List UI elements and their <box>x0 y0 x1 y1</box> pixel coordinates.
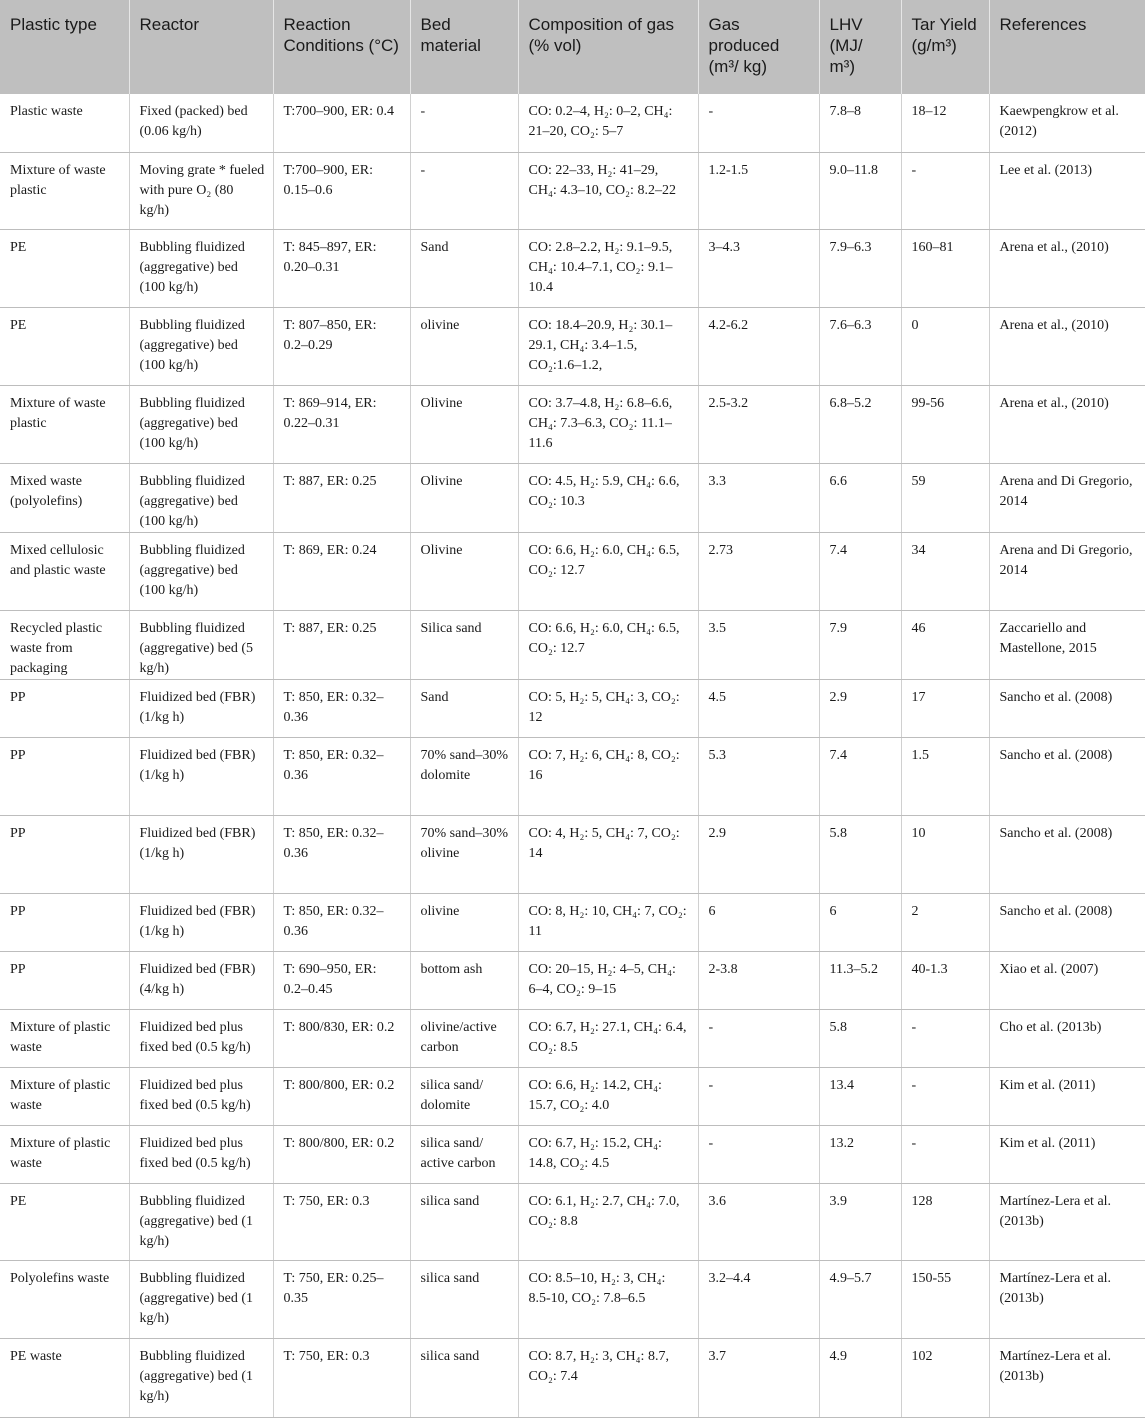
cell-plastic-type: PE <box>0 1183 129 1260</box>
cell-lhv: 7.6–6.3 <box>819 307 901 385</box>
cell-bed-material: olivine <box>410 307 518 385</box>
cell-lhv: 7.9–6.3 <box>819 229 901 307</box>
cell-bed-material: - <box>410 152 518 229</box>
cell-plastic-type: PE <box>0 229 129 307</box>
cell-tar-yield: 150-55 <box>901 1260 989 1338</box>
table-row <box>0 610 1145 679</box>
cell-references: Arena et al., (2010) <box>989 385 1145 463</box>
cell-lhv: 11.3–5.2 <box>819 951 901 1009</box>
cell-reaction-conditions: T: 800/800, ER: 0.2 <box>273 1067 410 1125</box>
cell-reactor: Bubbling fluidized (aggregative) bed (100 kg/h) <box>129 229 273 307</box>
header-lhv: LHV (MJ/ m³) <box>819 0 901 94</box>
table-row <box>0 94 1145 152</box>
cell-reactor: Fluidized bed plus fixed bed (0.5 kg/h) <box>129 1125 273 1183</box>
cell-gas-composition: CO: 4.5, H₂: 5.9, CH₄: 6.6, CO₂: 10.3 <box>518 463 698 532</box>
cell-tar-yield: 99-56 <box>901 385 989 463</box>
cell-references: Xiao et al. (2007) <box>989 951 1145 1009</box>
cell-tar-yield: 17 <box>901 679 989 737</box>
cell-reaction-conditions: T: 869, ER: 0.24 <box>273 532 410 610</box>
cell-gas-composition: CO: 6.6, H₂: 6.0, CH₄: 6.5, CO₂: 12.7 <box>518 532 698 610</box>
cell-gas-composition: CO: 8, H₂: 10, CH₄: 7, CO₂: 11 <box>518 893 698 951</box>
cell-tar-yield: 46 <box>901 610 989 679</box>
cell-gas-produced: 2.9 <box>698 815 819 893</box>
table-row <box>0 1067 1145 1125</box>
cell-gas-composition: CO: 6.7, H₂: 27.1, CH₄: 6.4, CO₂: 8.5 <box>518 1009 698 1067</box>
cell-references: Arena and Di Gregorio, 2014 <box>989 532 1145 610</box>
cell-references: Martínez-Lera et al. (2013b) <box>989 1183 1145 1260</box>
cell-references: Arena et al., (2010) <box>989 229 1145 307</box>
table-row <box>0 679 1145 737</box>
cell-bed-material: silica sand <box>410 1338 518 1417</box>
cell-gas-produced: 3.6 <box>698 1183 819 1260</box>
cell-references: Kim et al. (2011) <box>989 1125 1145 1183</box>
cell-bed-material: silica sand <box>410 1183 518 1260</box>
cell-gas-composition: CO: 3.7–4.8, H₂: 6.8–6.6, CH₄: 7.3–6.3, CO₂: 11.1–11.6 <box>518 385 698 463</box>
cell-reaction-conditions: T: 750, ER: 0.3 <box>273 1338 410 1417</box>
cell-tar-yield: - <box>901 152 989 229</box>
cell-tar-yield: 59 <box>901 463 989 532</box>
cell-lhv: 4.9 <box>819 1338 901 1417</box>
cell-bed-material: Olivine <box>410 463 518 532</box>
cell-tar-yield: 34 <box>901 532 989 610</box>
cell-reaction-conditions: T: 807–850, ER: 0.2–0.29 <box>273 307 410 385</box>
cell-reaction-conditions: T: 850, ER: 0.32–0.36 <box>273 737 410 815</box>
cell-plastic-type: PE waste <box>0 1338 129 1417</box>
header-gas-composition: Composition of gas (% vol) <box>518 0 698 94</box>
cell-bed-material: silica sand/ dolomite <box>410 1067 518 1125</box>
cell-gas-composition: CO: 22–33, H₂: 41–29, CH₄: 4.3–10, CO₂: 8.2–22 <box>518 152 698 229</box>
cell-reactor: Fluidized bed (FBR) (4/kg h) <box>129 951 273 1009</box>
cell-reactor: Bubbling fluidized (aggregative) bed (1 kg/h) <box>129 1260 273 1338</box>
cell-gas-produced: 3.7 <box>698 1338 819 1417</box>
cell-gas-produced: 5.3 <box>698 737 819 815</box>
cell-gas-composition: CO: 6.1, H₂: 2.7, CH₄: 7.0, CO₂: 8.8 <box>518 1183 698 1260</box>
header-tar-yield: Tar Yield (g/m³) <box>901 0 989 94</box>
cell-reaction-conditions: T: 869–914, ER: 0.22–0.31 <box>273 385 410 463</box>
cell-gas-produced: - <box>698 1067 819 1125</box>
cell-gas-composition: CO: 8.7, H₂: 3, CH₄: 8.7, CO₂: 7.4 <box>518 1338 698 1417</box>
cell-reactor: Bubbling fluidized (aggregative) bed (1 kg/h) <box>129 1338 273 1417</box>
cell-bed-material: Sand <box>410 679 518 737</box>
cell-lhv: 9.0–11.8 <box>819 152 901 229</box>
cell-bed-material: bottom ash <box>410 951 518 1009</box>
cell-plastic-type: PP <box>0 737 129 815</box>
table-row <box>0 463 1145 532</box>
cell-references: Martínez-Lera et al. (2013b) <box>989 1260 1145 1338</box>
cell-lhv: 6 <box>819 893 901 951</box>
cell-tar-yield: 10 <box>901 815 989 893</box>
cell-bed-material: 70% sand–30% olivine <box>410 815 518 893</box>
cell-bed-material: silica sand/ active carbon <box>410 1125 518 1183</box>
cell-bed-material: 70% sand–30% dolomite <box>410 737 518 815</box>
cell-reactor: Bubbling fluidized (aggregative) bed (100 kg/h) <box>129 463 273 532</box>
cell-reaction-conditions: T:700–900, ER: 0.15–0.6 <box>273 152 410 229</box>
cell-gas-produced: - <box>698 1009 819 1067</box>
cell-reaction-conditions: T: 887, ER: 0.25 <box>273 610 410 679</box>
cell-tar-yield: 2 <box>901 893 989 951</box>
cell-lhv: 7.9 <box>819 610 901 679</box>
cell-plastic-type: Mixed waste (polyolefins) <box>0 463 129 532</box>
cell-plastic-type: PP <box>0 815 129 893</box>
cell-gas-composition: CO: 6.6, H₂: 6.0, CH₄: 6.5, CO₂: 12.7 <box>518 610 698 679</box>
cell-bed-material: Olivine <box>410 532 518 610</box>
cell-tar-yield: 160–81 <box>901 229 989 307</box>
table-row <box>0 951 1145 1009</box>
table-row <box>0 307 1145 385</box>
cell-references: Cho et al. (2013b) <box>989 1009 1145 1067</box>
cell-reaction-conditions: T: 887, ER: 0.25 <box>273 463 410 532</box>
cell-tar-yield: 102 <box>901 1338 989 1417</box>
header-reaction-conditions: Reaction Conditions (°C) <box>273 0 410 94</box>
header-row <box>0 0 1145 94</box>
cell-reactor: Moving grate * fueled with pure O₂ (80 kg/h) <box>129 152 273 229</box>
cell-lhv: 13.4 <box>819 1067 901 1125</box>
cell-gas-produced: 2.5-3.2 <box>698 385 819 463</box>
cell-plastic-type: Mixture of plastic waste <box>0 1067 129 1125</box>
header-references: References <box>999 15 1087 34</box>
table-row <box>0 1183 1145 1260</box>
cell-gas-composition: CO: 6.6, H₂: 14.2, CH₄: 15.7, CO₂: 4.0 <box>518 1067 698 1125</box>
cell-reaction-conditions: T: 850, ER: 0.32–0.36 <box>273 679 410 737</box>
cell-tar-yield: 128 <box>901 1183 989 1260</box>
cell-reaction-conditions: T: 750, ER: 0.3 <box>273 1183 410 1260</box>
cell-gas-produced: 3–4.3 <box>698 229 819 307</box>
cell-lhv: 6.6 <box>819 463 901 532</box>
cell-gas-produced: 1.2-1.5 <box>698 152 819 229</box>
cell-tar-yield: 40-1.3 <box>901 951 989 1009</box>
header-bed-material: Bed material <box>410 0 518 94</box>
table-row <box>0 532 1145 610</box>
cell-reaction-conditions: T: 850, ER: 0.32–0.36 <box>273 815 410 893</box>
cell-gas-produced: 2-3.8 <box>698 951 819 1009</box>
cell-reactor: Bubbling fluidized (aggregative) bed (1 kg/h) <box>129 1183 273 1260</box>
cell-bed-material: Silica sand <box>410 610 518 679</box>
cell-references: Sancho et al. (2008) <box>989 679 1145 737</box>
cell-bed-material: olivine <box>410 893 518 951</box>
cell-gas-composition: CO: 7, H₂: 6, CH₄: 8, CO₂: 16 <box>518 737 698 815</box>
table-row <box>0 1125 1145 1183</box>
cell-bed-material: olivine/active carbon <box>410 1009 518 1067</box>
cell-bed-material: Olivine <box>410 385 518 463</box>
cell-plastic-type: PP <box>0 893 129 951</box>
cell-reactor: Bubbling fluidized (aggregative) bed (100 kg/h) <box>129 307 273 385</box>
cell-references: Sancho et al. (2008) <box>989 893 1145 951</box>
cell-lhv: 5.8 <box>819 815 901 893</box>
cell-gas-produced: 2.73 <box>698 532 819 610</box>
cell-plastic-type: PP <box>0 679 129 737</box>
cell-tar-yield: - <box>901 1067 989 1125</box>
cell-gas-produced: 4.2-6.2 <box>698 307 819 385</box>
cell-reaction-conditions: T: 850, ER: 0.32–0.36 <box>273 893 410 951</box>
cell-reactor: Fixed (packed) bed (0.06 kg/h) <box>129 94 273 152</box>
cell-tar-yield: 0 <box>901 307 989 385</box>
cell-bed-material: silica sand <box>410 1260 518 1338</box>
cell-gas-produced: - <box>698 94 819 152</box>
cell-reaction-conditions: T: 750, ER: 0.25–0.35 <box>273 1260 410 1338</box>
cell-lhv: 7.8–8 <box>819 94 901 152</box>
table-row <box>0 1338 1145 1417</box>
cell-reaction-conditions: T: 800/830, ER: 0.2 <box>273 1009 410 1067</box>
cell-lhv: 13.2 <box>819 1125 901 1183</box>
cell-reaction-conditions: T: 800/800, ER: 0.2 <box>273 1125 410 1183</box>
cell-references: Kim et al. (2011) <box>989 1067 1145 1125</box>
cell-gas-produced: 3.5 <box>698 610 819 679</box>
table-row <box>0 1009 1145 1067</box>
table-row <box>0 152 1145 229</box>
cell-gas-produced: - <box>698 1125 819 1183</box>
cell-reaction-conditions: T: 845–897, ER: 0.20–0.31 <box>273 229 410 307</box>
table-row <box>0 229 1145 307</box>
cell-gas-produced: 3.3 <box>698 463 819 532</box>
cell-plastic-type: Mixed cellulosic and plastic waste <box>0 532 129 610</box>
header-plastic-type: Plastic type <box>0 0 129 94</box>
header-gas-produced: Gas produced (m³/ kg) <box>698 0 819 94</box>
cell-plastic-type: Recycled plastic waste from packaging <box>0 610 129 679</box>
cell-reactor: Fluidized bed (FBR) (1/kg h) <box>129 815 273 893</box>
cell-reactor: Fluidized bed (FBR) (1/kg h) <box>129 893 273 951</box>
table-body <box>0 94 1145 1417</box>
table-row <box>0 893 1145 951</box>
cell-references: Kaewpengkrow et al. (2012) <box>989 94 1145 152</box>
cell-gas-produced: 4.5 <box>698 679 819 737</box>
cell-tar-yield: 18–12 <box>901 94 989 152</box>
cell-gas-composition: CO: 8.5–10, H₂: 3, CH₄: 8.5-10, CO₂: 7.8–6.5 <box>518 1260 698 1338</box>
table-row <box>0 385 1145 463</box>
table-row <box>0 737 1145 815</box>
cell-bed-material: Sand <box>410 229 518 307</box>
cell-references: Arena and Di Gregorio, 2014 <box>989 463 1145 532</box>
cell-reactor: Fluidized bed plus fixed bed (0.5 kg/h) <box>129 1067 273 1125</box>
cell-lhv: 2.9 <box>819 679 901 737</box>
cell-gas-composition: CO: 5, H₂: 5, CH₄: 3, CO₂: 12 <box>518 679 698 737</box>
table-row <box>0 815 1145 893</box>
cell-lhv: 3.9 <box>819 1183 901 1260</box>
cell-reaction-conditions: T:700–900, ER: 0.4 <box>273 94 410 152</box>
cell-bed-material: - <box>410 94 518 152</box>
cell-lhv: 7.4 <box>819 532 901 610</box>
cell-gas-produced: 6 <box>698 893 819 951</box>
table-row <box>0 1260 1145 1338</box>
cell-plastic-type: PE <box>0 307 129 385</box>
cell-gas-produced: 3.2–4.4 <box>698 1260 819 1338</box>
cell-gas-composition: CO: 0.2–4, H₂: 0–2, CH₄: 21–20, CO₂: 5–7 <box>518 94 698 152</box>
cell-plastic-type: Mixture of plastic waste <box>0 1009 129 1067</box>
cell-references: Lee et al. (2013) <box>989 152 1145 229</box>
cell-references: Arena et al., (2010) <box>989 307 1145 385</box>
cell-lhv: 6.8–5.2 <box>819 385 901 463</box>
cell-plastic-type: Mixture of waste plastic <box>0 152 129 229</box>
cell-lhv: 5.8 <box>819 1009 901 1067</box>
cell-references: Martínez-Lera et al. (2013b) <box>989 1338 1145 1417</box>
cell-plastic-type: Plastic waste <box>0 94 129 152</box>
cell-reactor: Fluidized bed plus fixed bed (0.5 kg/h) <box>129 1009 273 1067</box>
cell-reactor: Bubbling fluidized (aggregative) bed (100 kg/h) <box>129 385 273 463</box>
header-reactor: Reactor <box>129 0 273 94</box>
cell-plastic-type: Mixture of waste plastic <box>0 385 129 463</box>
cell-tar-yield: - <box>901 1125 989 1183</box>
cell-tar-yield: - <box>901 1009 989 1067</box>
cell-plastic-type: Mixture of plastic waste <box>0 1125 129 1183</box>
cell-reactor: Bubbling fluidized (aggregative) bed (5 kg/h) <box>129 610 273 679</box>
cell-reactor: Fluidized bed (FBR) (1/kg h) <box>129 737 273 815</box>
cell-references: Sancho et al. (2008) <box>989 815 1145 893</box>
cell-plastic-type: PP <box>0 951 129 1009</box>
cell-reactor: Fluidized bed (FBR) (1/kg h) <box>129 679 273 737</box>
cell-tar-yield: 1.5 <box>901 737 989 815</box>
cell-references: Sancho et al. (2008) <box>989 737 1145 815</box>
cell-gas-composition: CO: 4, H₂: 5, CH₄: 7, CO₂: 14 <box>518 815 698 893</box>
cell-lhv: 4.9–5.7 <box>819 1260 901 1338</box>
cell-reaction-conditions: T: 690–950, ER: 0.2–0.45 <box>273 951 410 1009</box>
cell-gas-composition: CO: 2.8–2.2, H₂: 9.1–9.5, CH₄: 10.4–7.1, CO₂: 9.1–10.4 <box>518 229 698 307</box>
cell-gas-composition: CO: 20–15, H₂: 4–5, CH₄: 6–4, CO₂: 9–15 <box>518 951 698 1009</box>
cell-reactor: Bubbling fluidized (aggregative) bed (100 kg/h) <box>129 532 273 610</box>
cell-gas-composition: CO: 6.7, H₂: 15.2, CH₄: 14.8, CO₂: 4.5 <box>518 1125 698 1183</box>
cell-references: Zaccariello and Mastellone, 2015 <box>989 610 1145 679</box>
cell-plastic-type: Polyolefins waste <box>0 1260 129 1338</box>
cell-lhv: 7.4 <box>819 737 901 815</box>
cell-gas-composition: CO: 18.4–20.9, H₂: 30.1–29.1, CH₄: 3.4–1.5, CO₂:1.6–1.2, <box>518 307 698 385</box>
